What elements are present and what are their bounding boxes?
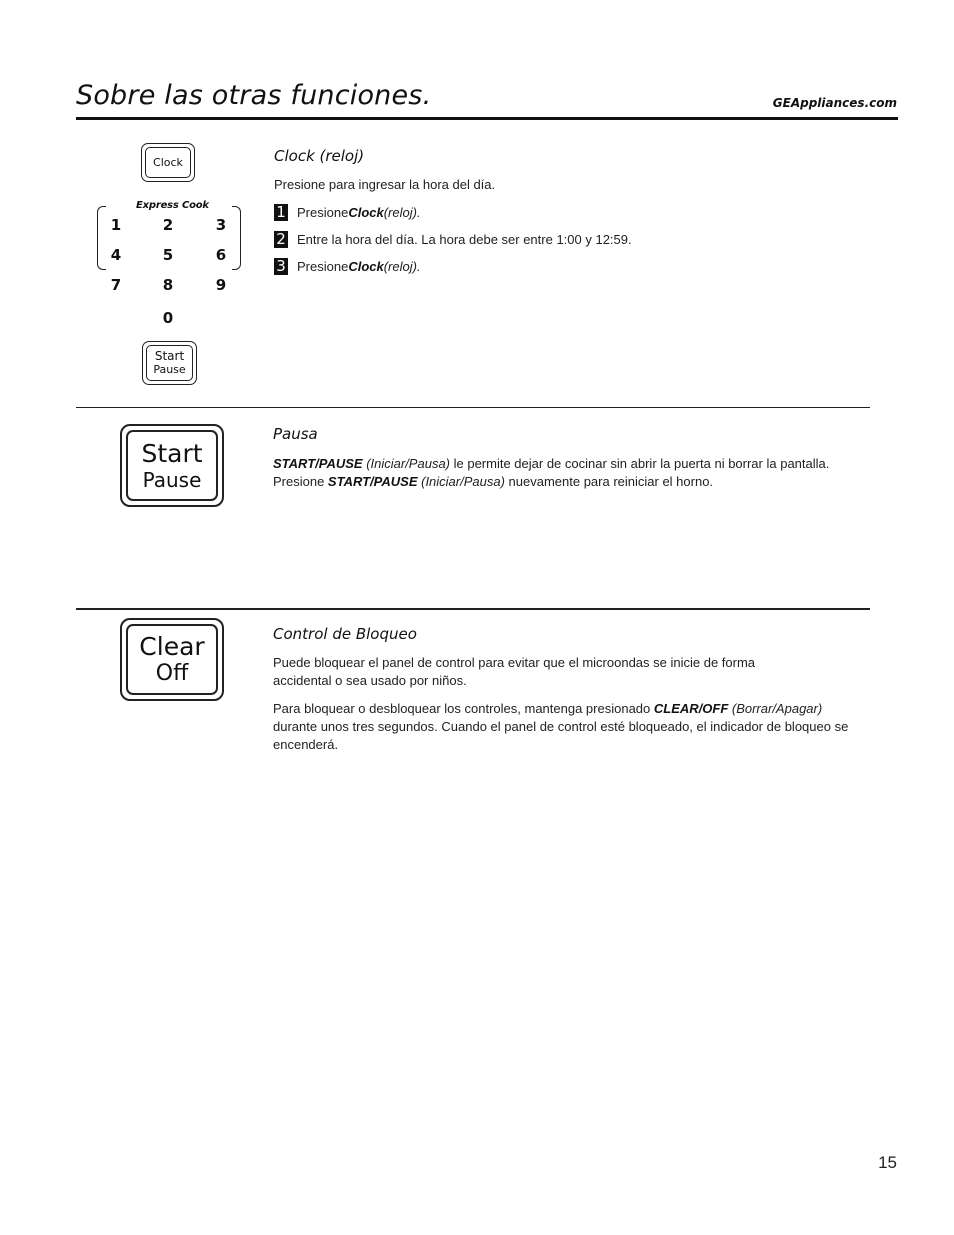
start-pause-key-large — [120, 424, 224, 507]
digit-1: 1 — [110, 216, 122, 234]
clock-step-2: 2 Entre la hora del día. La hora debe ser entre 1:00 y 12:59. — [274, 231, 632, 248]
start-label-large: Start — [141, 438, 203, 468]
pause-description: START/PAUSE (Iniciar/Pausa) le permite dejar de cocinar sin abrir la puerta ni borrar la pantalla. Presione START/PAUSE (Iniciar/Pausa) nuevamente para reiniciar el horno. — [273, 456, 830, 489]
digit-6: 6 — [215, 246, 227, 264]
digit-0: 0 — [162, 309, 174, 327]
digit-5: 5 — [162, 246, 174, 264]
clock-step-1: 1 Presione Clock (reloj). — [274, 204, 421, 221]
pause-section-title: Pausa — [273, 425, 318, 443]
off-label: Off — [155, 660, 189, 686]
page-title: Sobre las otras funciones. — [76, 80, 432, 111]
digit-8: 8 — [162, 276, 174, 294]
pause-label-large: Pause — [142, 467, 202, 492]
clock-section-title: Clock (reloj) — [274, 147, 365, 165]
lock-para-1: Puede bloquear el panel de control para evitar que el microondas se inicie de forma accidental o sea usado por niños. — [273, 655, 756, 688]
digit-7: 7 — [110, 276, 122, 294]
section-divider — [76, 608, 870, 610]
clock-step-3: 3 Presione Clock (reloj). — [274, 258, 421, 275]
digit-2: 2 — [162, 216, 174, 234]
clear-label: Clear — [139, 631, 205, 661]
start-label-small: Start — [154, 349, 185, 363]
digit-9: 9 — [215, 276, 227, 294]
step-number: 2 — [274, 231, 288, 248]
step-number: 3 — [274, 258, 288, 275]
page-number: 15 — [878, 1153, 897, 1172]
express-cook-label: Express Cook — [136, 200, 209, 211]
clock-intro: Presione para ingresar la hora del día. — [274, 177, 496, 192]
clock-key — [141, 143, 195, 182]
step-number: 1 — [274, 204, 288, 221]
header-rule — [76, 117, 898, 120]
digit-4: 4 — [110, 246, 122, 264]
lock-section-title: Control de Bloqueo — [273, 625, 417, 643]
express-cook-bracket-left — [97, 206, 106, 270]
section-divider — [76, 407, 870, 408]
express-cook-bracket-right — [232, 206, 241, 270]
lock-para-2: Para bloquear o desbloquear los controles, mantenga presionado CLEAR/OFF (Borrar/Apagar) durante unos tres segundos. Cuando el panel de control esté bloqueado, el indicador de bloqueo se encenderá. — [273, 701, 849, 752]
digit-3: 3 — [215, 216, 227, 234]
start-pause-key-small — [142, 341, 197, 385]
clock-key-label: Clock — [153, 155, 183, 169]
website-label: GEAppliances.com — [772, 96, 897, 110]
pause-label-small: Pause — [153, 363, 186, 376]
clear-off-key — [120, 618, 224, 701]
